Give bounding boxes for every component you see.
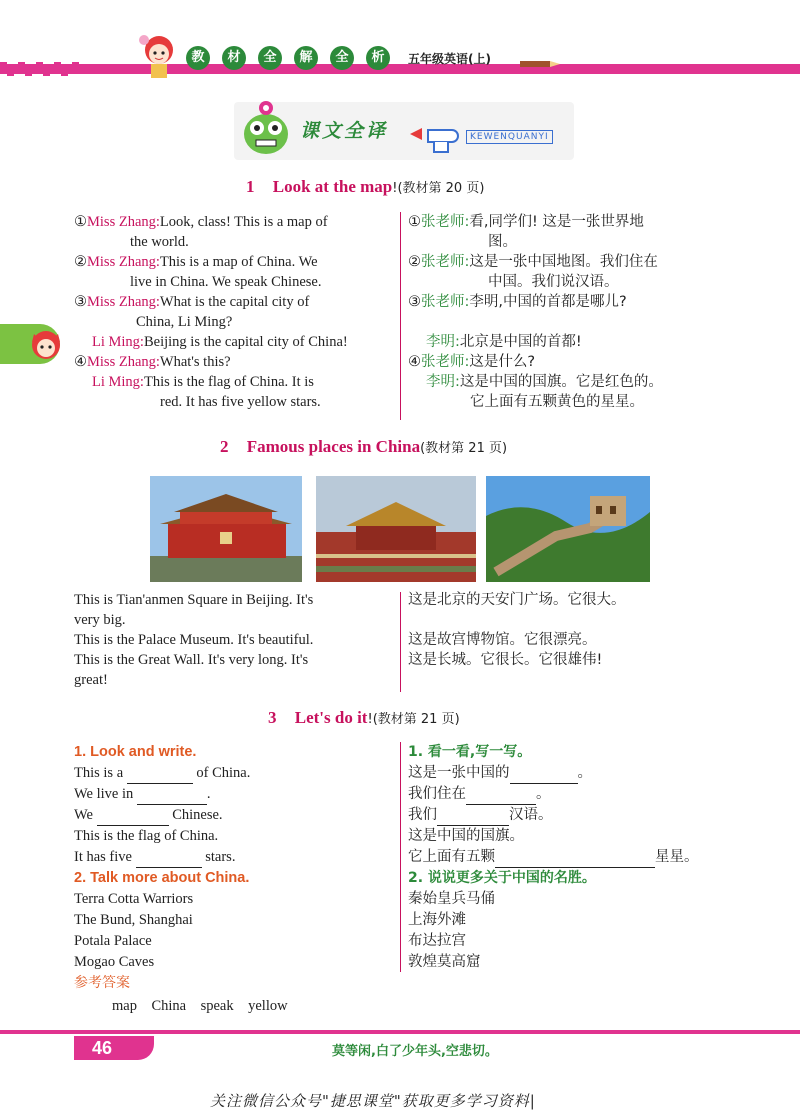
section-number: 2 xyxy=(220,437,229,456)
footer-stripe xyxy=(0,1030,800,1034)
line-text: This is a map of China. We xyxy=(159,254,318,270)
text-line: This is Tian'anmen Square in Beijing. It's xyxy=(74,592,314,608)
row-text: 汉语。 xyxy=(509,807,553,823)
exercise-row-cn xyxy=(408,805,748,826)
place-item: Potala Palace xyxy=(74,933,152,949)
section-number: 1 xyxy=(246,177,255,196)
section-page-ref: (教材第 21 页) xyxy=(420,441,508,456)
fill-blank[interactable] xyxy=(437,811,509,826)
header-title-char: 析 xyxy=(366,46,390,70)
monster-mascot-icon xyxy=(238,98,294,158)
line-text: This is the flag of China. It is xyxy=(143,374,314,390)
row-text: . xyxy=(206,786,211,802)
footer-motto: 莫等闲,白了少年头,空悲切。 xyxy=(332,1044,498,1059)
place-item-cn: 上海外滩 xyxy=(408,912,466,928)
row-text: 我们 xyxy=(408,807,437,823)
text-line: This is the Great Wall. It's very long. It's xyxy=(74,652,309,668)
dialogue-line-cn xyxy=(408,292,738,312)
section2-english xyxy=(74,590,392,690)
row-text: stars. xyxy=(205,849,236,865)
section-page-ref: !(教材第 20 页) xyxy=(392,181,485,196)
exercise-heading: 1. Look and write. xyxy=(74,744,197,760)
exercise-heading: 2. Talk more about China. xyxy=(74,870,250,886)
palace-museum-photo xyxy=(316,476,476,582)
exercise-heading-cn: 2. 说说更多关于中国的名胜。 xyxy=(408,870,596,886)
banner-title: 课文全译 xyxy=(300,120,389,142)
header-title-char: 解 xyxy=(294,46,318,70)
exercise-row-cn xyxy=(408,847,748,868)
header-title-char: 全 xyxy=(258,46,282,70)
text-line-cn: 这是故宫博物馆。它很漂亮。 xyxy=(408,632,597,648)
speaker: Miss Zhang: xyxy=(87,294,160,310)
column-divider xyxy=(400,212,401,420)
fill-blank[interactable] xyxy=(136,853,202,868)
column-divider xyxy=(400,742,401,972)
row-text: 我们住在 xyxy=(408,786,466,802)
speaker: 李明: xyxy=(426,334,460,350)
place-item-cn: 敦煌莫高窟 xyxy=(408,954,481,970)
exercise-row-cn xyxy=(408,763,748,784)
line-text: Look, class! This is a map of xyxy=(159,214,328,230)
dialogue-line-cn: 它上面有五颗黄色的星星。 xyxy=(470,394,644,410)
line-marker: ② xyxy=(408,254,421,270)
dialogue-line: red. It has five yellow stars. xyxy=(160,394,321,410)
dialogue-line-cn xyxy=(408,332,738,352)
header-title-char: 材 xyxy=(222,46,246,70)
section1-chinese xyxy=(408,212,738,412)
line-text: 这是中国的国旗。它是红色的。 xyxy=(459,374,663,390)
answer-label: 参考答案 xyxy=(74,975,130,991)
row-text: We xyxy=(74,807,93,823)
place-item: Mogao Caves xyxy=(74,954,155,970)
line-text: 李明,中国的首都是哪儿? xyxy=(469,294,627,310)
bottom-note: 关注微信公众号"捷思课堂"获取更多学习资料| xyxy=(210,1092,536,1110)
fill-blank[interactable] xyxy=(495,853,655,868)
place-item: The Bund, Shanghai xyxy=(74,912,193,928)
section-page-ref: !(教材第 21 页) xyxy=(367,712,460,727)
dialogue-line-cn xyxy=(408,212,738,232)
speaker: 张老师: xyxy=(421,214,470,230)
great-wall-photo xyxy=(486,476,650,582)
row-text: Chinese. xyxy=(172,807,223,823)
pencil-icon xyxy=(520,56,560,72)
line-marker: ① xyxy=(408,214,421,230)
line-marker: ③ xyxy=(74,294,87,310)
row-text: This is a xyxy=(74,765,124,781)
column-divider xyxy=(400,592,401,692)
row-text: of China. xyxy=(196,765,251,781)
page-number-tab xyxy=(74,1036,154,1060)
line-marker: ① xyxy=(74,214,87,230)
fill-blank[interactable] xyxy=(510,769,578,784)
dialogue-line: live in China. We speak Chinese. xyxy=(130,274,322,290)
dialogue-line: the world. xyxy=(130,234,189,250)
speaker: Li Ming: xyxy=(92,334,144,350)
section3-chinese xyxy=(408,742,748,973)
exercise-row xyxy=(74,847,394,868)
exercise-row xyxy=(74,784,394,805)
dialogue-line: China, Li Ming? xyxy=(136,314,233,330)
section2-title xyxy=(220,437,507,457)
section3-english xyxy=(74,742,394,1018)
exercise-row-cn: 这是中国的国旗。 xyxy=(408,828,524,844)
checker-decoration xyxy=(0,60,130,78)
exercise-row xyxy=(74,805,394,826)
answer-key: map China speak yellow xyxy=(112,998,288,1014)
row-text: 这是一张中国的 xyxy=(408,765,510,781)
dialogue-line xyxy=(74,352,392,372)
speaker: Miss Zhang: xyxy=(87,354,160,370)
dialogue-line-cn xyxy=(408,352,738,372)
text-line-cn: 这是北京的天安门广场。它很大。 xyxy=(408,592,626,608)
line-text: 这是什么? xyxy=(469,354,536,370)
line-marker: ③ xyxy=(408,294,421,310)
line-marker: ④ xyxy=(408,354,421,370)
exercise-row: This is the flag of China. xyxy=(74,828,219,844)
tiananmen-photo xyxy=(150,476,302,582)
header-title-char: 教 xyxy=(186,46,210,70)
header-title-char: 全 xyxy=(330,46,354,70)
fill-blank[interactable] xyxy=(466,790,536,805)
text-line: very big. xyxy=(74,612,126,628)
speaker: 张老师: xyxy=(421,354,470,370)
exercise-row xyxy=(74,763,394,784)
speaker: Miss Zhang: xyxy=(87,254,160,270)
speaker: Li Ming: xyxy=(92,374,144,390)
dialogue-line-cn: 图。 xyxy=(488,234,517,250)
row-text: 它上面有五颗 xyxy=(408,849,495,865)
section2-chinese xyxy=(408,590,738,670)
place-item-cn: 秦始皇兵马俑 xyxy=(408,891,495,907)
place-item-cn: 布达拉宫 xyxy=(408,933,466,949)
dialogue-line xyxy=(74,252,392,272)
row-text: 星星。 xyxy=(655,849,699,865)
row-text: 。 xyxy=(536,786,551,802)
text-line-cn: 这是长城。它很长。它很雄伟! xyxy=(408,652,603,668)
section1-english xyxy=(74,212,392,412)
dialogue-line xyxy=(74,332,392,352)
dialogue-line-cn: 中国。我们说汉语。 xyxy=(488,274,619,290)
mascot-girl-icon xyxy=(132,30,186,84)
text-line: This is the Palace Museum. It's beautiful. xyxy=(74,632,314,648)
section1-title xyxy=(246,177,484,197)
speaker: 李明: xyxy=(426,374,460,390)
speaker: 张老师: xyxy=(421,254,470,270)
page-number: 46 xyxy=(92,1038,113,1058)
line-text: 看,同学们! 这是一张世界地 xyxy=(469,214,644,230)
dialogue-line xyxy=(74,212,392,232)
row-text: 。 xyxy=(577,765,592,781)
section3-title xyxy=(268,708,460,728)
line-marker: ② xyxy=(74,254,87,270)
dialogue-line xyxy=(74,372,392,392)
dialogue-line-cn xyxy=(408,372,738,392)
line-text: 这是一张中国地图。我们住在 xyxy=(469,254,658,270)
section-name: Let's do it xyxy=(294,708,368,727)
line-text: 北京是中国的首都! xyxy=(459,334,582,350)
fox-mascot-icon xyxy=(28,326,64,362)
text-line: great! xyxy=(74,672,108,688)
row-text: It has five xyxy=(74,849,132,865)
place-item: Terra Cotta Warriors xyxy=(74,891,194,907)
grade-label: 五年级英语(上) xyxy=(408,52,491,66)
section-name: Famous places in China xyxy=(246,437,421,456)
section-number: 3 xyxy=(268,708,277,727)
line-text: What's this? xyxy=(159,354,231,370)
speaker: Miss Zhang: xyxy=(87,214,160,230)
line-text: What is the capital city of xyxy=(159,294,310,310)
exercise-heading-cn: 1. 看一看,写一写。 xyxy=(408,744,532,760)
banner-subtitle: KEWENQUANYI xyxy=(466,130,553,144)
dialogue-line xyxy=(74,292,392,312)
line-text: Beijing is the capital city of China! xyxy=(143,334,348,350)
row-text: We live in xyxy=(74,786,134,802)
exercise-row-cn xyxy=(408,784,748,805)
dialogue-line-cn xyxy=(408,252,738,272)
fill-blank[interactable] xyxy=(137,790,207,805)
speaker: 张老师: xyxy=(421,294,470,310)
section-name: Look at the map xyxy=(272,177,393,196)
fill-blank[interactable] xyxy=(127,769,193,784)
pointing-hand-icon xyxy=(408,118,464,158)
fill-blank[interactable] xyxy=(97,811,169,826)
line-marker: ④ xyxy=(74,354,87,370)
